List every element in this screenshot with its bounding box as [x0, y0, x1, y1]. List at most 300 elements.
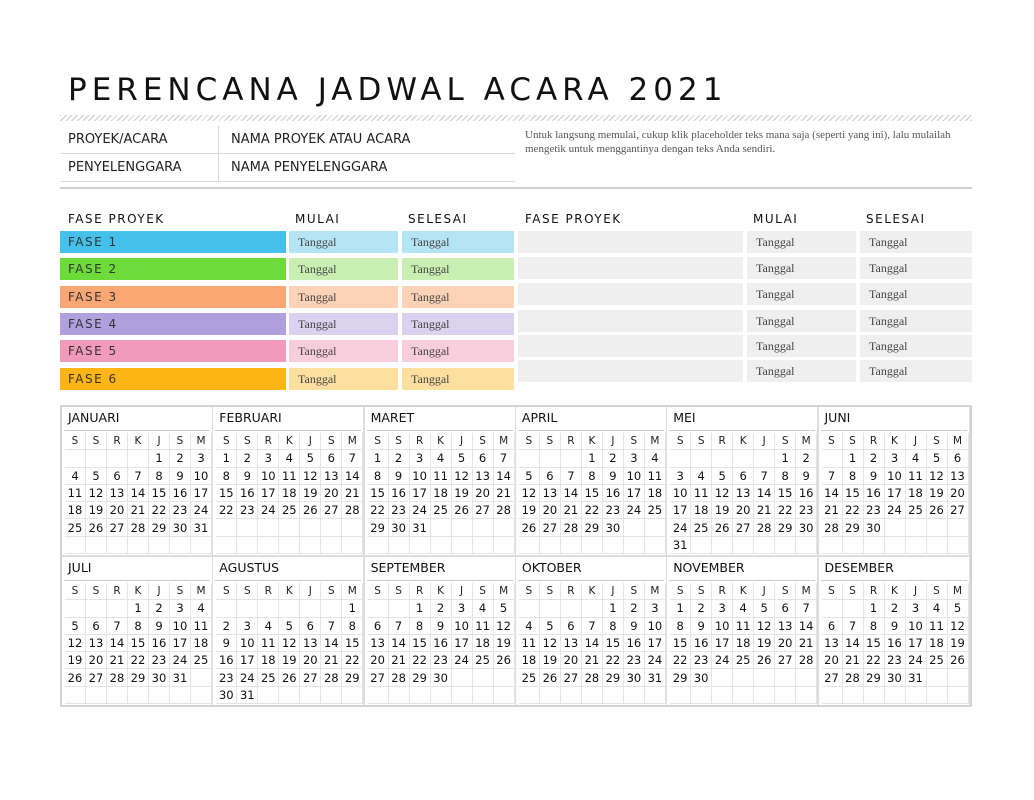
day-cell[interactable]: 1	[864, 600, 885, 617]
day-cell[interactable]: 16	[149, 635, 170, 652]
phase-end-6[interactable]: Tanggal	[402, 368, 514, 390]
phase-name-right-5[interactable]	[518, 335, 743, 357]
day-cell[interactable]: 4	[431, 450, 452, 467]
day-cell[interactable]: 28	[107, 669, 128, 686]
day-cell[interactable]: 2	[431, 600, 452, 617]
day-cell[interactable]: 15	[864, 635, 885, 652]
day-cell[interactable]: 27	[321, 502, 342, 519]
day-cell[interactable]: 9	[431, 618, 452, 635]
day-cell[interactable]: 9	[864, 468, 885, 485]
day-cell[interactable]: 30	[170, 519, 191, 536]
day-cell[interactable]: 10	[906, 618, 927, 635]
day-cell[interactable]: 26	[948, 652, 969, 669]
day-cell[interactable]: 23	[796, 502, 817, 519]
day-cell[interactable]: 29	[670, 669, 691, 686]
phase-end-5[interactable]: Tanggal	[402, 340, 514, 362]
day-cell[interactable]: 15	[128, 635, 149, 652]
phase-end-right-1[interactable]: Tanggal	[860, 231, 972, 253]
day-cell[interactable]: 8	[670, 618, 691, 635]
day-cell[interactable]: 5	[519, 468, 540, 485]
day-cell[interactable]: 28	[321, 669, 342, 686]
day-cell[interactable]: 22	[128, 652, 149, 669]
day-cell[interactable]: 17	[906, 635, 927, 652]
day-cell[interactable]: 27	[775, 652, 796, 669]
day-cell[interactable]: 28	[494, 502, 515, 519]
day-cell[interactable]: 4	[65, 468, 86, 485]
day-cell[interactable]: 21	[389, 652, 410, 669]
day-cell[interactable]: 23	[216, 669, 237, 686]
phase-end-right-2[interactable]: Tanggal	[860, 257, 972, 279]
day-cell[interactable]: 23	[885, 652, 906, 669]
day-cell[interactable]: 15	[149, 485, 170, 502]
day-cell[interactable]: 19	[754, 635, 775, 652]
phase-start-right-4[interactable]: Tanggal	[747, 310, 856, 332]
phase-start-3[interactable]: Tanggal	[289, 286, 398, 308]
day-cell[interactable]: 5	[452, 450, 473, 467]
day-cell[interactable]: 28	[754, 519, 775, 536]
day-cell[interactable]: 9	[796, 468, 817, 485]
day-cell[interactable]: 15	[368, 485, 389, 502]
day-cell[interactable]: 8	[603, 618, 624, 635]
day-cell[interactable]: 17	[885, 485, 906, 502]
day-cell[interactable]: 23	[389, 502, 410, 519]
day-cell[interactable]: 8	[864, 618, 885, 635]
day-cell[interactable]: 13	[775, 618, 796, 635]
day-cell[interactable]: 19	[65, 652, 86, 669]
day-cell[interactable]: 1	[342, 600, 363, 617]
phase-start-6[interactable]: Tanggal	[289, 368, 398, 390]
day-cell[interactable]: 4	[279, 450, 300, 467]
phase-end-right-6[interactable]: Tanggal	[860, 360, 972, 382]
day-cell[interactable]: 18	[645, 485, 666, 502]
day-cell[interactable]: 18	[431, 485, 452, 502]
day-cell[interactable]: 1	[368, 450, 389, 467]
day-cell[interactable]: 1	[410, 600, 431, 617]
day-cell[interactable]: 20	[822, 652, 843, 669]
day-cell[interactable]: 22	[864, 652, 885, 669]
day-cell[interactable]: 7	[561, 468, 582, 485]
day-cell[interactable]: 6	[86, 618, 107, 635]
day-cell[interactable]: 26	[712, 519, 733, 536]
day-cell[interactable]: 16	[389, 485, 410, 502]
day-cell[interactable]: 7	[494, 450, 515, 467]
day-cell[interactable]: 30	[864, 519, 885, 536]
day-cell[interactable]: 2	[603, 450, 624, 467]
phase-start-right-6[interactable]: Tanggal	[747, 360, 856, 382]
day-cell[interactable]: 5	[927, 450, 948, 467]
phase-name-4[interactable]: FASE 4	[60, 313, 286, 335]
day-cell[interactable]: 13	[107, 485, 128, 502]
day-cell[interactable]: 17	[670, 502, 691, 519]
day-cell[interactable]: 17	[712, 635, 733, 652]
day-cell[interactable]: 20	[561, 652, 582, 669]
day-cell[interactable]: 18	[927, 635, 948, 652]
day-cell[interactable]: 4	[645, 450, 666, 467]
day-cell[interactable]: 17	[258, 485, 279, 502]
day-cell[interactable]: 17	[624, 485, 645, 502]
day-cell[interactable]: 9	[885, 618, 906, 635]
day-cell[interactable]: 8	[149, 468, 170, 485]
day-cell[interactable]: 11	[473, 618, 494, 635]
day-cell[interactable]: 16	[603, 485, 624, 502]
day-cell[interactable]: 14	[128, 485, 149, 502]
day-cell[interactable]: 24	[624, 502, 645, 519]
day-cell[interactable]: 10	[670, 485, 691, 502]
day-cell[interactable]: 15	[582, 485, 603, 502]
day-cell[interactable]: 6	[540, 468, 561, 485]
day-cell[interactable]: 26	[494, 652, 515, 669]
day-cell[interactable]: 8	[775, 468, 796, 485]
day-cell[interactable]: 25	[431, 502, 452, 519]
day-cell[interactable]: 21	[321, 652, 342, 669]
day-cell[interactable]: 2	[885, 600, 906, 617]
phase-end-1[interactable]: Tanggal	[402, 231, 514, 253]
day-cell[interactable]: 28	[389, 669, 410, 686]
day-cell[interactable]: 1	[216, 450, 237, 467]
day-cell[interactable]: 10	[237, 635, 258, 652]
day-cell[interactable]: 30	[796, 519, 817, 536]
day-cell[interactable]: 21	[796, 635, 817, 652]
day-cell[interactable]: 16	[237, 485, 258, 502]
phase-end-right-4[interactable]: Tanggal	[860, 310, 972, 332]
day-cell[interactable]: 3	[191, 450, 212, 467]
day-cell[interactable]: 1	[670, 600, 691, 617]
day-cell[interactable]: 21	[561, 502, 582, 519]
day-cell[interactable]: 11	[431, 468, 452, 485]
day-cell[interactable]: 20	[321, 485, 342, 502]
day-cell[interactable]: 14	[342, 468, 363, 485]
day-cell[interactable]: 2	[691, 600, 712, 617]
day-cell[interactable]: 31	[670, 537, 691, 554]
day-cell[interactable]: 26	[754, 652, 775, 669]
phase-start-5[interactable]: Tanggal	[289, 340, 398, 362]
day-cell[interactable]: 22	[582, 502, 603, 519]
day-cell[interactable]: 6	[321, 450, 342, 467]
day-cell[interactable]: 29	[843, 519, 864, 536]
phase-start-right-2[interactable]: Tanggal	[747, 257, 856, 279]
day-cell[interactable]: 9	[237, 468, 258, 485]
day-cell[interactable]: 3	[906, 600, 927, 617]
phase-name-right-3[interactable]	[518, 283, 743, 305]
day-cell[interactable]: 3	[258, 450, 279, 467]
day-cell[interactable]: 25	[65, 519, 86, 536]
day-cell[interactable]: 23	[149, 652, 170, 669]
day-cell[interactable]: 8	[128, 618, 149, 635]
day-cell[interactable]: 26	[300, 502, 321, 519]
day-cell[interactable]: 16	[864, 485, 885, 502]
day-cell[interactable]: 19	[540, 652, 561, 669]
phase-name-right-2[interactable]	[518, 257, 743, 279]
day-cell[interactable]: 9	[691, 618, 712, 635]
day-cell[interactable]: 9	[170, 468, 191, 485]
day-cell[interactable]: 14	[754, 485, 775, 502]
day-cell[interactable]: 25	[691, 519, 712, 536]
day-cell[interactable]: 18	[691, 502, 712, 519]
day-cell[interactable]: 14	[582, 635, 603, 652]
day-cell[interactable]: 14	[494, 468, 515, 485]
day-cell[interactable]: 19	[712, 502, 733, 519]
day-cell[interactable]: 6	[822, 618, 843, 635]
day-cell[interactable]: 10	[645, 618, 666, 635]
phase-start-1[interactable]: Tanggal	[289, 231, 398, 253]
day-cell[interactable]: 2	[864, 450, 885, 467]
day-cell[interactable]: 23	[624, 652, 645, 669]
day-cell[interactable]: 24	[670, 519, 691, 536]
day-cell[interactable]: 29	[128, 669, 149, 686]
day-cell[interactable]: 31	[410, 519, 431, 536]
day-cell[interactable]: 5	[754, 600, 775, 617]
day-cell[interactable]: 22	[410, 652, 431, 669]
day-cell[interactable]: 30	[149, 669, 170, 686]
day-cell[interactable]: 10	[170, 618, 191, 635]
day-cell[interactable]: 1	[603, 600, 624, 617]
day-cell[interactable]: 20	[540, 502, 561, 519]
day-cell[interactable]: 17	[410, 485, 431, 502]
day-cell[interactable]: 28	[843, 669, 864, 686]
day-cell[interactable]: 18	[519, 652, 540, 669]
day-cell[interactable]: 6	[368, 618, 389, 635]
day-cell[interactable]: 24	[191, 502, 212, 519]
day-cell[interactable]: 7	[582, 618, 603, 635]
day-cell[interactable]: 24	[452, 652, 473, 669]
day-cell[interactable]: 28	[128, 519, 149, 536]
day-cell[interactable]: 10	[712, 618, 733, 635]
day-cell[interactable]: 18	[906, 485, 927, 502]
day-cell[interactable]: 26	[519, 519, 540, 536]
day-cell[interactable]: 21	[843, 652, 864, 669]
day-cell[interactable]: 19	[86, 502, 107, 519]
day-cell[interactable]: 3	[885, 450, 906, 467]
day-cell[interactable]: 26	[86, 519, 107, 536]
day-cell[interactable]: 16	[216, 652, 237, 669]
day-cell[interactable]: 6	[561, 618, 582, 635]
phase-end-2[interactable]: Tanggal	[402, 258, 514, 280]
day-cell[interactable]: 12	[452, 468, 473, 485]
day-cell[interactable]: 29	[864, 669, 885, 686]
day-cell[interactable]: 4	[258, 618, 279, 635]
day-cell[interactable]: 10	[624, 468, 645, 485]
day-cell[interactable]: 24	[645, 652, 666, 669]
day-cell[interactable]: 7	[796, 600, 817, 617]
day-cell[interactable]: 16	[796, 485, 817, 502]
day-cell[interactable]: 4	[473, 600, 494, 617]
day-cell[interactable]: 11	[645, 468, 666, 485]
day-cell[interactable]: 13	[86, 635, 107, 652]
day-cell[interactable]: 6	[948, 450, 969, 467]
day-cell[interactable]: 14	[321, 635, 342, 652]
day-cell[interactable]: 4	[519, 618, 540, 635]
day-cell[interactable]: 17	[452, 635, 473, 652]
day-cell[interactable]: 3	[670, 468, 691, 485]
project-value[interactable]: NAMA PROYEK ATAU ACARA	[231, 132, 411, 147]
day-cell[interactable]: 25	[258, 669, 279, 686]
day-cell[interactable]: 21	[494, 485, 515, 502]
day-cell[interactable]: 18	[733, 635, 754, 652]
day-cell[interactable]: 20	[86, 652, 107, 669]
phase-name-2[interactable]: FASE 2	[60, 258, 286, 280]
day-cell[interactable]: 7	[342, 450, 363, 467]
phase-start-right-5[interactable]: Tanggal	[747, 335, 856, 357]
day-cell[interactable]: 15	[603, 635, 624, 652]
day-cell[interactable]: 16	[885, 635, 906, 652]
phase-end-right-5[interactable]: Tanggal	[860, 335, 972, 357]
day-cell[interactable]: 13	[540, 485, 561, 502]
day-cell[interactable]: 10	[258, 468, 279, 485]
day-cell[interactable]: 17	[645, 635, 666, 652]
day-cell[interactable]: 12	[300, 468, 321, 485]
day-cell[interactable]: 11	[258, 635, 279, 652]
day-cell[interactable]: 14	[561, 485, 582, 502]
day-cell[interactable]: 7	[128, 468, 149, 485]
day-cell[interactable]: 22	[342, 652, 363, 669]
day-cell[interactable]: 26	[65, 669, 86, 686]
day-cell[interactable]: 19	[279, 652, 300, 669]
day-cell[interactable]: 5	[540, 618, 561, 635]
day-cell[interactable]: 27	[300, 669, 321, 686]
day-cell[interactable]: 8	[410, 618, 431, 635]
day-cell[interactable]: 11	[691, 485, 712, 502]
phase-name-right-4[interactable]	[518, 310, 743, 332]
day-cell[interactable]: 29	[603, 669, 624, 686]
day-cell[interactable]: 24	[885, 502, 906, 519]
day-cell[interactable]: 19	[494, 635, 515, 652]
day-cell[interactable]: 29	[582, 519, 603, 536]
day-cell[interactable]: 12	[519, 485, 540, 502]
day-cell[interactable]: 14	[796, 618, 817, 635]
day-cell[interactable]: 1	[843, 450, 864, 467]
phase-end-right-3[interactable]: Tanggal	[860, 283, 972, 305]
day-cell[interactable]: 23	[603, 502, 624, 519]
day-cell[interactable]: 20	[300, 652, 321, 669]
day-cell[interactable]: 5	[948, 600, 969, 617]
day-cell[interactable]: 30	[691, 669, 712, 686]
day-cell[interactable]: 22	[670, 652, 691, 669]
day-cell[interactable]: 19	[519, 502, 540, 519]
day-cell[interactable]: 27	[540, 519, 561, 536]
day-cell[interactable]: 25	[519, 669, 540, 686]
day-cell[interactable]: 9	[624, 618, 645, 635]
day-cell[interactable]: 8	[342, 618, 363, 635]
day-cell[interactable]: 25	[645, 502, 666, 519]
day-cell[interactable]: 27	[561, 669, 582, 686]
day-cell[interactable]: 13	[822, 635, 843, 652]
day-cell[interactable]: 24	[906, 652, 927, 669]
day-cell[interactable]: 27	[473, 502, 494, 519]
day-cell[interactable]: 25	[279, 502, 300, 519]
phase-name-3[interactable]: FASE 3	[60, 286, 286, 308]
day-cell[interactable]: 15	[670, 635, 691, 652]
day-cell[interactable]: 13	[473, 468, 494, 485]
day-cell[interactable]: 21	[128, 502, 149, 519]
day-cell[interactable]: 24	[170, 652, 191, 669]
day-cell[interactable]: 11	[733, 618, 754, 635]
day-cell[interactable]: 26	[927, 502, 948, 519]
day-cell[interactable]: 8	[368, 468, 389, 485]
phase-end-3[interactable]: Tanggal	[402, 286, 514, 308]
day-cell[interactable]: 22	[843, 502, 864, 519]
day-cell[interactable]: 17	[170, 635, 191, 652]
day-cell[interactable]: 6	[107, 468, 128, 485]
day-cell[interactable]: 2	[624, 600, 645, 617]
day-cell[interactable]: 31	[191, 519, 212, 536]
day-cell[interactable]: 28	[822, 519, 843, 536]
day-cell[interactable]: 25	[927, 652, 948, 669]
day-cell[interactable]: 29	[342, 669, 363, 686]
day-cell[interactable]: 18	[191, 635, 212, 652]
day-cell[interactable]: 14	[822, 485, 843, 502]
day-cell[interactable]: 15	[216, 485, 237, 502]
day-cell[interactable]: 30	[885, 669, 906, 686]
day-cell[interactable]: 16	[431, 635, 452, 652]
day-cell[interactable]: 31	[170, 669, 191, 686]
day-cell[interactable]: 5	[712, 468, 733, 485]
phase-start-right-3[interactable]: Tanggal	[747, 283, 856, 305]
day-cell[interactable]: 6	[733, 468, 754, 485]
day-cell[interactable]: 18	[473, 635, 494, 652]
day-cell[interactable]: 7	[843, 618, 864, 635]
day-cell[interactable]: 27	[948, 502, 969, 519]
day-cell[interactable]: 4	[691, 468, 712, 485]
day-cell[interactable]: 3	[237, 618, 258, 635]
day-cell[interactable]: 23	[237, 502, 258, 519]
day-cell[interactable]: 17	[191, 485, 212, 502]
day-cell[interactable]: 15	[342, 635, 363, 652]
day-cell[interactable]: 31	[237, 687, 258, 704]
day-cell[interactable]: 10	[452, 618, 473, 635]
day-cell[interactable]: 11	[279, 468, 300, 485]
day-cell[interactable]: 25	[191, 652, 212, 669]
day-cell[interactable]: 24	[410, 502, 431, 519]
day-cell[interactable]: 25	[906, 502, 927, 519]
day-cell[interactable]: 8	[843, 468, 864, 485]
day-cell[interactable]: 20	[775, 635, 796, 652]
day-cell[interactable]: 22	[775, 502, 796, 519]
day-cell[interactable]: 27	[86, 669, 107, 686]
day-cell[interactable]: 8	[582, 468, 603, 485]
organizer-value[interactable]: NAMA PENYELENGGARA	[231, 160, 388, 175]
day-cell[interactable]: 17	[237, 652, 258, 669]
day-cell[interactable]: 4	[733, 600, 754, 617]
day-cell[interactable]: 19	[300, 485, 321, 502]
day-cell[interactable]: 19	[452, 485, 473, 502]
day-cell[interactable]: 16	[170, 485, 191, 502]
phase-name-1[interactable]: FASE 1	[60, 231, 286, 253]
day-cell[interactable]: 2	[796, 450, 817, 467]
day-cell[interactable]: 7	[321, 618, 342, 635]
day-cell[interactable]: 3	[452, 600, 473, 617]
phase-name-right-1[interactable]	[518, 231, 743, 253]
day-cell[interactable]: 25	[473, 652, 494, 669]
day-cell[interactable]: 24	[712, 652, 733, 669]
day-cell[interactable]: 11	[906, 468, 927, 485]
day-cell[interactable]: 9	[603, 468, 624, 485]
day-cell[interactable]: 11	[519, 635, 540, 652]
day-cell[interactable]: 21	[107, 652, 128, 669]
day-cell[interactable]: 12	[540, 635, 561, 652]
day-cell[interactable]: 5	[494, 600, 515, 617]
day-cell[interactable]: 9	[389, 468, 410, 485]
day-cell[interactable]: 18	[258, 652, 279, 669]
day-cell[interactable]: 12	[279, 635, 300, 652]
day-cell[interactable]: 12	[65, 635, 86, 652]
day-cell[interactable]: 23	[864, 502, 885, 519]
day-cell[interactable]: 7	[107, 618, 128, 635]
day-cell[interactable]: 21	[754, 502, 775, 519]
phase-name-6[interactable]: FASE 6	[60, 368, 286, 390]
day-cell[interactable]: 26	[279, 669, 300, 686]
day-cell[interactable]: 5	[86, 468, 107, 485]
day-cell[interactable]: 11	[191, 618, 212, 635]
